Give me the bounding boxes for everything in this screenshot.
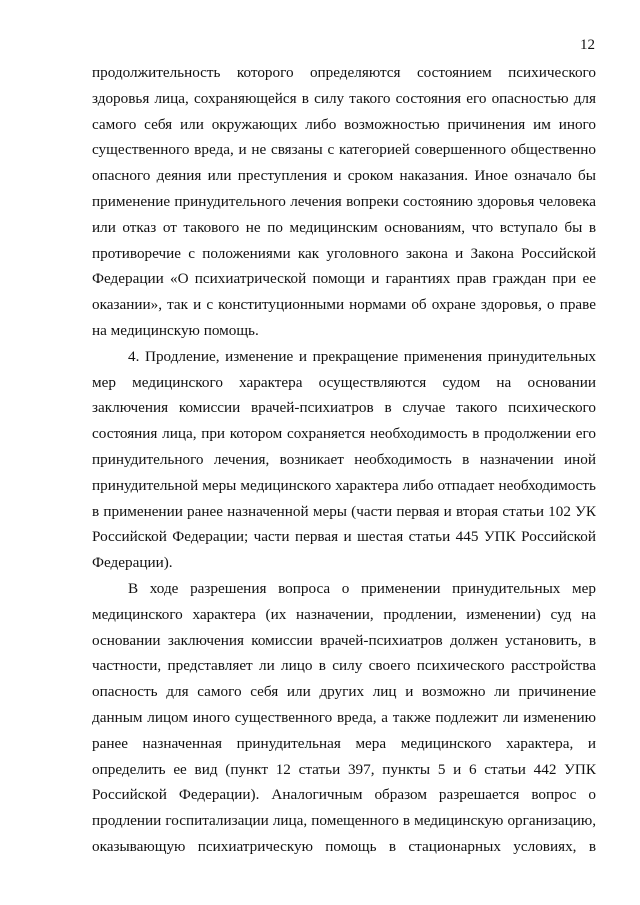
text-line: определить ее вид (пункт 12 статьи 397, пункты 5 и 6 статьи 442 УПК <box>92 760 596 778</box>
text-line: Федерации «О психиатрической помощи и гарантиях прав граждан при ее <box>92 270 596 288</box>
text-line: существенного вреда, и не связаны с категорией совершенного общественно <box>92 141 596 159</box>
text-line: противоречие с положениями как уголовного закона и Закона Российской <box>92 244 596 262</box>
text-line: ранее назначенная принудительная мера медицинского характера, и <box>92 734 596 752</box>
text-line: мер медицинского характера осуществляются судом на основании <box>92 373 596 391</box>
page-number: 12 <box>580 37 595 53</box>
text-line: здоровья лица, сохраняющейся в силу такого состояния его опасностью для <box>92 89 596 107</box>
text-line: данным лицом иного существенного вреда, а также подлежит ли изменению <box>92 708 596 726</box>
text-line: в применении ранее назначенной меры (части первая и вторая статьи 102 УК <box>92 502 596 520</box>
text-line: самого себя или окружающих либо возможностью причинения им иного <box>92 115 596 133</box>
text-line: продолжительность которого определяются состоянием психического <box>92 64 596 81</box>
text-line: заключения комиссии врачей-психиатров в случае такого психического <box>92 399 596 417</box>
text-line: применение принудительного лечения вопреки состоянию здоровья человека <box>92 192 596 210</box>
text-line: оказывающую психиатрическую помощь в стационарных условиях, в <box>92 837 596 855</box>
text-line: частности, представляет ли лицо в силу своего психического расстройства <box>92 657 596 675</box>
text-line: медицинского характера (их назначении, продлении, изменении) суд на <box>92 605 596 623</box>
text-line: продлении госпитализации лица, помещенного в медицинскую организацию, <box>92 812 596 830</box>
document-body <box>92 60 596 860</box>
text-line: В ходе разрешения вопроса о применении принудительных мер <box>128 579 596 597</box>
text-line: 4. Продление, изменение и прекращение применения принудительных <box>128 347 596 365</box>
text-line: принудительной меры медицинского характера либо отпадает необходимость <box>92 476 596 494</box>
text-line: опасного деяния или преступления и сроком наказания. Иное означало бы <box>92 167 596 185</box>
text-line: или отказ от такового не по медицинским основаниям, что вступало бы в <box>92 218 596 236</box>
text-line: Российской Федерации; части первая и шестая статьи 445 УПК Российской <box>92 528 596 546</box>
text-line: опасность для самого себя или других лиц и возможно ли причинение <box>92 683 596 701</box>
paragraph-1 <box>92 60 596 344</box>
paragraph-3 <box>92 576 596 860</box>
text-line: состояния лица, при котором сохраняется необходимость в продолжении его <box>92 425 596 443</box>
text-line: оказании», так и с конституционными нормами об охране здоровья, о праве <box>92 296 596 314</box>
text-line: основании заключения комиссии врачей-психиатров должен установить, в <box>92 631 596 649</box>
text-line: Российской Федерации). Аналогичным образом разрешается вопрос о <box>92 786 596 804</box>
paragraph-2 <box>92 344 596 576</box>
text-line: принудительного лечения, возникает необходимость в назначении иной <box>92 450 596 468</box>
text-line: Федерации). <box>92 554 173 572</box>
text-line: на медицинскую помощь. <box>92 321 259 339</box>
